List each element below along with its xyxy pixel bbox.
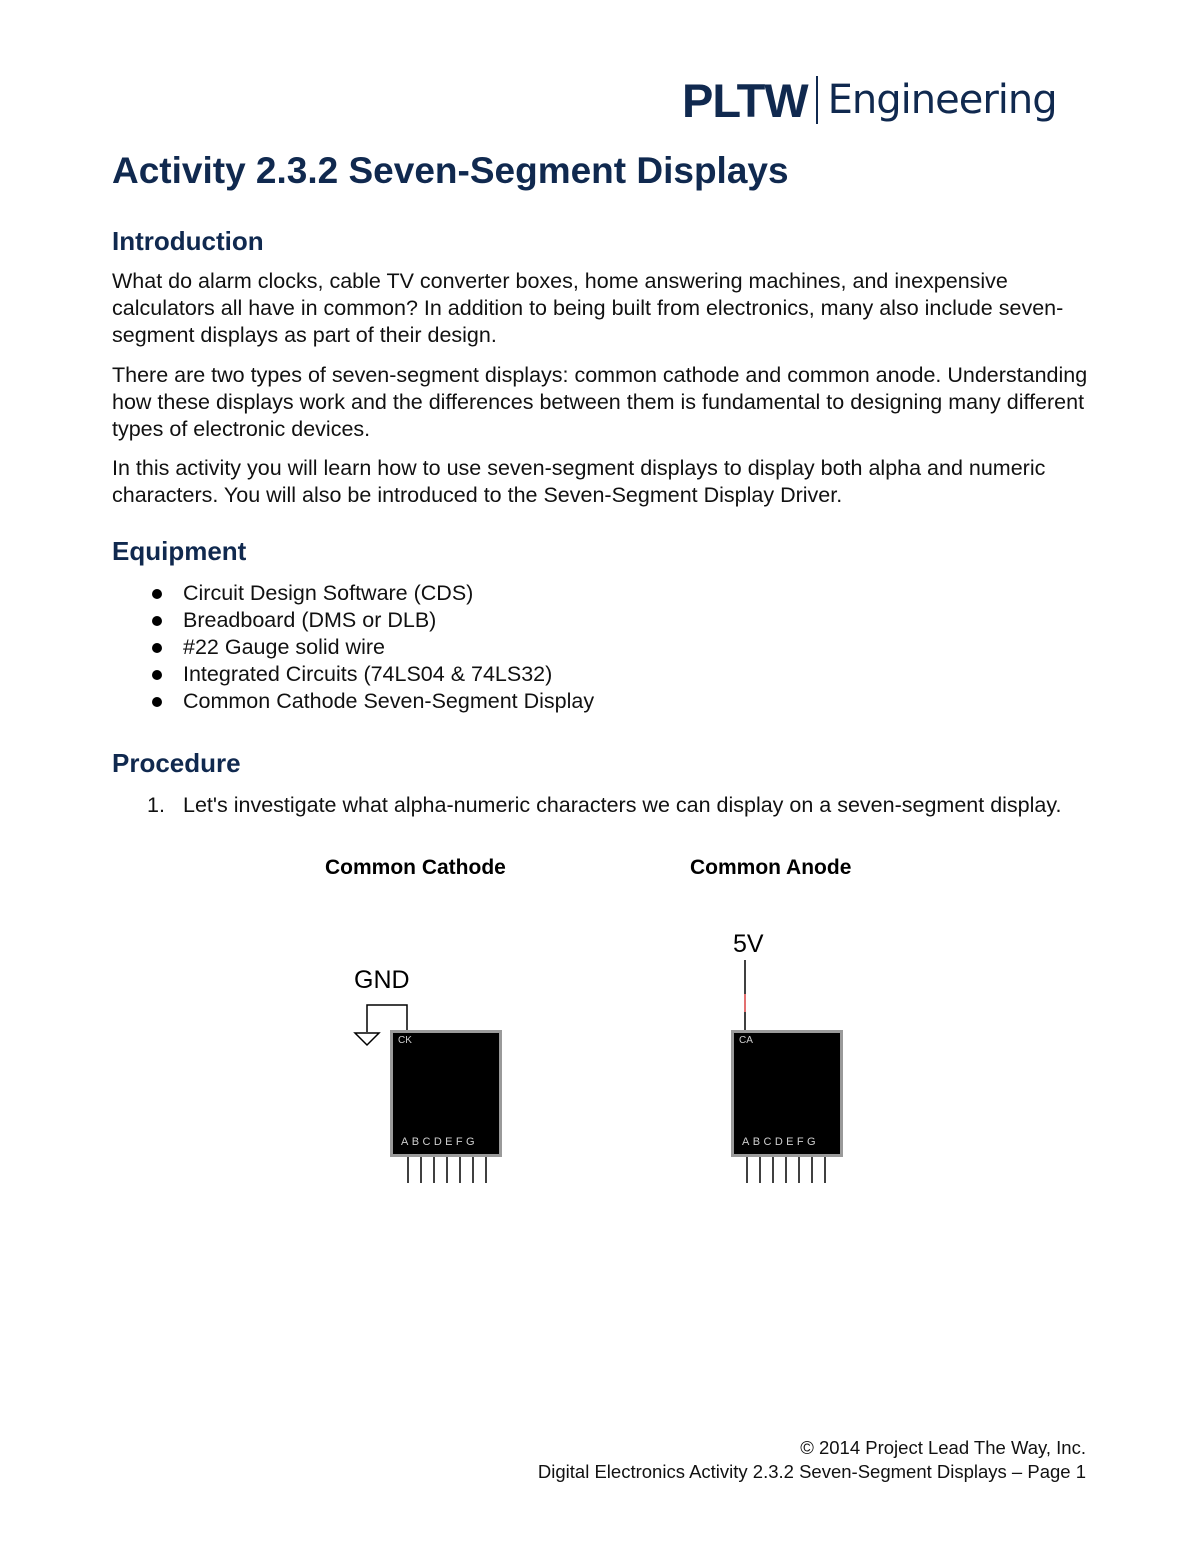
equipment-item: Circuit Design Software (CDS) bbox=[112, 580, 594, 607]
common-anode-display bbox=[731, 1030, 843, 1157]
logo-division: Engineering bbox=[827, 77, 1057, 123]
gnd-label: GND bbox=[354, 966, 410, 994]
footer-page-info: Digital Electronics Activity 2.3.2 Seven-Segment Displays – Page 1 bbox=[537, 1461, 1086, 1482]
procedure-step bbox=[147, 792, 1087, 819]
bullet-icon bbox=[152, 697, 162, 707]
equipment-list bbox=[112, 580, 594, 715]
5v-wire bbox=[740, 960, 752, 1034]
equipment-item: Breadboard (DMS or DLB) bbox=[112, 607, 594, 634]
equipment-item: Common Cathode Seven-Segment Display bbox=[112, 688, 594, 715]
intro-paragraph-3: In this activity you will learn how to use seven-segment displays to display both alpha and numeric characters. You will also be introduced to the Seven-Segment Display Driver. bbox=[112, 456, 1046, 507]
intro-paragraph-1: What do alarm clocks, cable TV converter boxes, home answering machines, and inexpensive calculators all have in common? In addition to being built from electronics, many also include seven-segment displays as part of their design. bbox=[112, 269, 1064, 347]
introduction-heading: Introduction bbox=[112, 226, 264, 256]
anode-segment-pins bbox=[739, 1157, 834, 1185]
bullet-icon bbox=[152, 670, 162, 680]
5v-label: 5V bbox=[733, 930, 764, 958]
ck-pin-label: CK bbox=[398, 1035, 412, 1046]
intro-paragraph-2: There are two types of seven-segment displays: common cathode and common anode. Understanding how these displays work and the differences between them is fundamental to designing many different types of electronic devices. bbox=[112, 363, 1088, 441]
logo-brand: PLTW bbox=[682, 73, 808, 127]
logo-divider bbox=[816, 76, 818, 124]
step-text: Let's investigate what alpha-numeric characters we can display on a seven-segment display. bbox=[183, 793, 1062, 817]
common-cathode-label: Common Cathode bbox=[325, 856, 506, 879]
segment-pin-labels: ABCDEFG bbox=[401, 1136, 478, 1148]
procedure-heading: Procedure bbox=[112, 748, 241, 778]
pltw-engineering-logo bbox=[682, 72, 1057, 128]
bullet-icon bbox=[152, 643, 162, 653]
bullet-icon bbox=[152, 589, 162, 599]
equipment-item: Integrated Circuits (74LS04 & 74LS32) bbox=[112, 661, 594, 688]
page-title: Activity 2.3.2 Seven-Segment Displays bbox=[112, 150, 789, 191]
segment-pin-labels: ABCDEFG bbox=[742, 1136, 819, 1148]
bullet-icon bbox=[152, 616, 162, 626]
equipment-item: #22 Gauge solid wire bbox=[112, 634, 594, 661]
footer-copyright: © 2014 Project Lead The Way, Inc. bbox=[800, 1437, 1086, 1458]
ca-pin-label: CA bbox=[739, 1035, 753, 1046]
step-number: 1. bbox=[147, 793, 165, 817]
cathode-segment-pins bbox=[400, 1157, 495, 1185]
common-cathode-display bbox=[390, 1030, 502, 1157]
equipment-heading: Equipment bbox=[112, 536, 247, 566]
common-anode-label: Common Anode bbox=[690, 856, 852, 879]
